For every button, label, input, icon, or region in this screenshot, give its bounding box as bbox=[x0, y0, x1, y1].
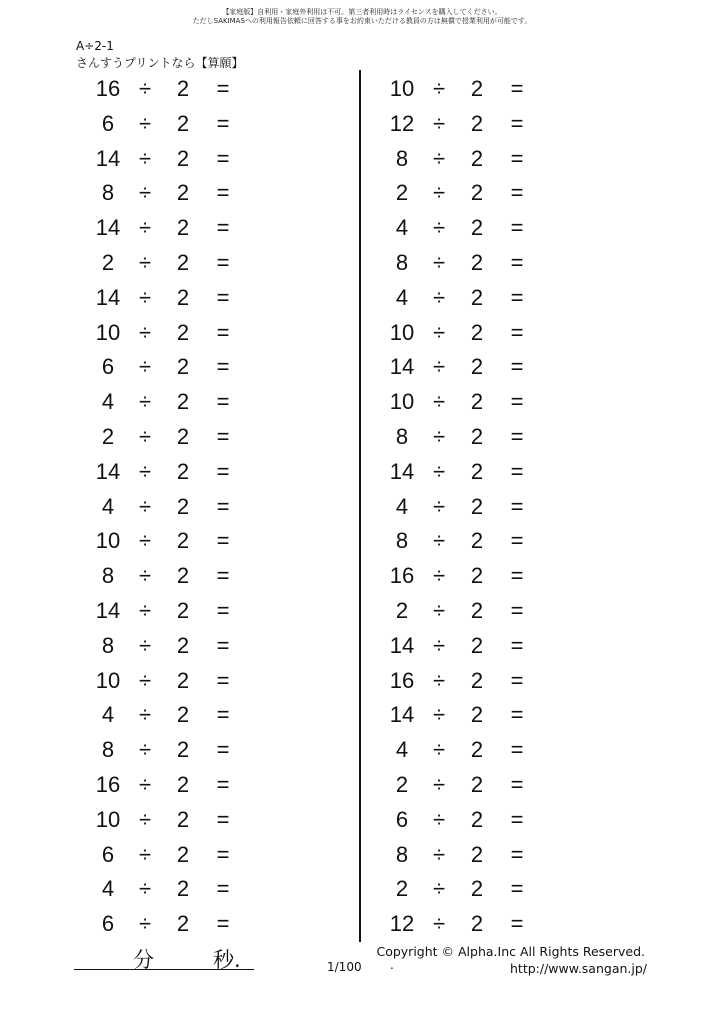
equals-sign: = bbox=[510, 76, 524, 101]
dividend: 14 bbox=[389, 354, 415, 380]
equals-sign: = bbox=[510, 528, 524, 554]
divisor: 2 bbox=[470, 249, 484, 275]
problem-row bbox=[92, 281, 242, 316]
problem-row bbox=[386, 420, 536, 455]
division-sign: ÷ bbox=[138, 354, 152, 380]
division-sign: ÷ bbox=[138, 110, 152, 136]
division-sign: ÷ bbox=[138, 667, 152, 693]
dividend: 4 bbox=[101, 876, 115, 902]
divisor: 2 bbox=[176, 563, 190, 589]
division-sign: ÷ bbox=[138, 806, 152, 832]
divisor: 2 bbox=[470, 771, 484, 797]
dividend: 8 bbox=[101, 563, 115, 589]
dividend: 16 bbox=[389, 667, 415, 693]
problem-row bbox=[92, 559, 242, 594]
division-sign: ÷ bbox=[138, 249, 152, 275]
divisor: 2 bbox=[176, 76, 190, 101]
division-sign: ÷ bbox=[432, 215, 446, 241]
problem-row bbox=[92, 733, 242, 768]
problem-row bbox=[386, 316, 536, 351]
equals-sign: = bbox=[510, 771, 524, 797]
divisor: 2 bbox=[470, 876, 484, 902]
equals-sign: = bbox=[216, 215, 230, 241]
division-sign: ÷ bbox=[138, 493, 152, 519]
problem-row bbox=[386, 559, 536, 594]
problem-row bbox=[386, 211, 536, 246]
divisor: 2 bbox=[470, 493, 484, 519]
equals-sign: = bbox=[216, 632, 230, 658]
problem-row bbox=[92, 316, 242, 351]
division-sign: ÷ bbox=[138, 597, 152, 623]
equals-sign: = bbox=[510, 806, 524, 832]
divisor: 2 bbox=[176, 284, 190, 310]
equals-sign: = bbox=[216, 354, 230, 380]
divisor: 2 bbox=[470, 632, 484, 658]
problem-row bbox=[92, 907, 242, 942]
dividend: 6 bbox=[101, 841, 115, 867]
equals-sign: = bbox=[510, 458, 524, 484]
equals-sign: = bbox=[216, 284, 230, 310]
equals-sign: = bbox=[510, 389, 524, 415]
problem-row bbox=[92, 142, 242, 177]
division-sign: ÷ bbox=[138, 423, 152, 449]
dividend: 10 bbox=[95, 806, 121, 832]
divisor: 2 bbox=[176, 145, 190, 171]
problem-row bbox=[92, 420, 242, 455]
problem-row bbox=[92, 838, 242, 873]
problem-row bbox=[386, 246, 536, 281]
dividend: 16 bbox=[389, 563, 415, 589]
dividend: 8 bbox=[395, 841, 409, 867]
divisor: 2 bbox=[176, 180, 190, 206]
problem-row bbox=[386, 385, 536, 420]
problem-row bbox=[386, 664, 536, 699]
problem-row bbox=[386, 733, 536, 768]
divisor: 2 bbox=[176, 423, 190, 449]
problem-row bbox=[386, 176, 536, 211]
equals-sign: = bbox=[216, 528, 230, 554]
divisor: 2 bbox=[176, 876, 190, 902]
dividend: 8 bbox=[395, 528, 409, 554]
divisor: 2 bbox=[470, 319, 484, 345]
division-sign: ÷ bbox=[138, 284, 152, 310]
dividend: 14 bbox=[95, 284, 121, 310]
problem-row bbox=[386, 768, 536, 803]
division-sign: ÷ bbox=[432, 76, 446, 101]
equals-sign: = bbox=[510, 284, 524, 310]
divisor: 2 bbox=[176, 841, 190, 867]
division-sign: ÷ bbox=[432, 911, 446, 937]
equals-sign: = bbox=[510, 249, 524, 275]
equals-sign: = bbox=[216, 110, 230, 136]
divisor: 2 bbox=[470, 597, 484, 623]
divisor: 2 bbox=[176, 911, 190, 937]
equals-sign: = bbox=[510, 423, 524, 449]
dividend: 2 bbox=[395, 597, 409, 623]
divisor: 2 bbox=[470, 841, 484, 867]
dividend: 4 bbox=[395, 493, 409, 519]
divisor: 2 bbox=[176, 458, 190, 484]
division-sign: ÷ bbox=[138, 876, 152, 902]
divisor: 2 bbox=[470, 284, 484, 310]
division-sign: ÷ bbox=[432, 667, 446, 693]
division-sign: ÷ bbox=[432, 249, 446, 275]
division-sign: ÷ bbox=[432, 145, 446, 171]
equals-sign: = bbox=[510, 702, 524, 728]
equals-sign: = bbox=[216, 667, 230, 693]
equals-sign: = bbox=[510, 737, 524, 763]
problem-row bbox=[92, 629, 242, 664]
division-sign: ÷ bbox=[138, 841, 152, 867]
problem-row bbox=[92, 211, 242, 246]
division-sign: ÷ bbox=[432, 110, 446, 136]
division-sign: ÷ bbox=[138, 911, 152, 937]
equals-sign: = bbox=[216, 319, 230, 345]
problem-row bbox=[92, 176, 242, 211]
division-sign: ÷ bbox=[138, 737, 152, 763]
dividend: 10 bbox=[389, 389, 415, 415]
problem-row bbox=[92, 350, 242, 385]
division-sign: ÷ bbox=[138, 771, 152, 797]
footer-dot: . bbox=[390, 958, 394, 972]
division-sign: ÷ bbox=[432, 563, 446, 589]
problem-row bbox=[92, 246, 242, 281]
division-sign: ÷ bbox=[432, 806, 446, 832]
division-sign: ÷ bbox=[138, 528, 152, 554]
dividend: 6 bbox=[101, 110, 115, 136]
division-sign: ÷ bbox=[432, 771, 446, 797]
divisor: 2 bbox=[470, 563, 484, 589]
dividend: 4 bbox=[395, 737, 409, 763]
equals-sign: = bbox=[510, 841, 524, 867]
equals-sign: = bbox=[510, 319, 524, 345]
dividend: 8 bbox=[101, 632, 115, 658]
equals-sign: = bbox=[216, 737, 230, 763]
problem-row bbox=[386, 142, 536, 177]
dividend: 4 bbox=[395, 215, 409, 241]
problem-row bbox=[92, 524, 242, 559]
problem-row bbox=[386, 907, 536, 942]
divisor: 2 bbox=[176, 632, 190, 658]
column-divider bbox=[359, 70, 361, 942]
divisor: 2 bbox=[176, 319, 190, 345]
dividend: 12 bbox=[389, 110, 415, 136]
divisor: 2 bbox=[470, 737, 484, 763]
equals-sign: = bbox=[216, 180, 230, 206]
equals-sign: = bbox=[510, 180, 524, 206]
division-sign: ÷ bbox=[432, 284, 446, 310]
problem-row bbox=[92, 107, 242, 142]
dividend: 12 bbox=[389, 911, 415, 937]
problem-row bbox=[92, 72, 242, 107]
problem-row bbox=[386, 524, 536, 559]
divisor: 2 bbox=[176, 667, 190, 693]
divisor: 2 bbox=[470, 528, 484, 554]
divisor: 2 bbox=[176, 702, 190, 728]
problem-row bbox=[92, 803, 242, 838]
equals-sign: = bbox=[216, 771, 230, 797]
divisor: 2 bbox=[470, 458, 484, 484]
dividend: 10 bbox=[95, 528, 121, 554]
division-sign: ÷ bbox=[432, 737, 446, 763]
division-sign: ÷ bbox=[138, 319, 152, 345]
divisor: 2 bbox=[470, 806, 484, 832]
division-sign: ÷ bbox=[138, 458, 152, 484]
divisor: 2 bbox=[470, 389, 484, 415]
problem-row bbox=[386, 629, 536, 664]
equals-sign: = bbox=[510, 667, 524, 693]
division-sign: ÷ bbox=[432, 458, 446, 484]
divisor: 2 bbox=[470, 667, 484, 693]
division-sign: ÷ bbox=[138, 702, 152, 728]
dividend: 2 bbox=[101, 423, 115, 449]
dividend: 14 bbox=[95, 597, 121, 623]
equals-sign: = bbox=[216, 389, 230, 415]
equals-sign: = bbox=[216, 458, 230, 484]
division-sign: ÷ bbox=[138, 563, 152, 589]
equals-sign: = bbox=[510, 145, 524, 171]
dividend: 4 bbox=[101, 389, 115, 415]
dividend: 2 bbox=[395, 876, 409, 902]
division-sign: ÷ bbox=[432, 389, 446, 415]
problem-row bbox=[92, 385, 242, 420]
problem-row bbox=[92, 698, 242, 733]
equals-sign: = bbox=[216, 76, 230, 101]
dividend: 10 bbox=[389, 76, 415, 101]
equals-sign: = bbox=[510, 876, 524, 902]
problem-row bbox=[386, 490, 536, 525]
dividend: 4 bbox=[101, 702, 115, 728]
problem-row bbox=[92, 490, 242, 525]
dividend: 2 bbox=[395, 180, 409, 206]
problem-row bbox=[386, 72, 536, 107]
divisor: 2 bbox=[176, 110, 190, 136]
divisor: 2 bbox=[470, 76, 484, 101]
problem-row bbox=[386, 281, 536, 316]
division-sign: ÷ bbox=[138, 145, 152, 171]
equals-sign: = bbox=[216, 806, 230, 832]
divisor: 2 bbox=[470, 423, 484, 449]
equals-sign: = bbox=[510, 632, 524, 658]
dividend: 14 bbox=[389, 632, 415, 658]
equals-sign: = bbox=[216, 597, 230, 623]
division-sign: ÷ bbox=[432, 180, 446, 206]
problem-row bbox=[386, 838, 536, 873]
divisor: 2 bbox=[176, 389, 190, 415]
dividend: 6 bbox=[101, 911, 115, 937]
dividend: 10 bbox=[95, 667, 121, 693]
divisor: 2 bbox=[176, 249, 190, 275]
dividend: 8 bbox=[395, 249, 409, 275]
division-sign: ÷ bbox=[432, 354, 446, 380]
problem-row bbox=[386, 698, 536, 733]
equals-sign: = bbox=[510, 563, 524, 589]
dividend: 8 bbox=[101, 737, 115, 763]
divisor: 2 bbox=[176, 737, 190, 763]
dividend: 10 bbox=[95, 319, 121, 345]
division-sign: ÷ bbox=[138, 215, 152, 241]
division-sign: ÷ bbox=[138, 180, 152, 206]
copyright: Copyright © Alpha.Inc All Rights Reserved. bbox=[376, 944, 645, 959]
dividend: 14 bbox=[95, 145, 121, 171]
equals-sign: = bbox=[510, 493, 524, 519]
equals-sign: = bbox=[216, 493, 230, 519]
equals-sign: = bbox=[510, 215, 524, 241]
problem-row bbox=[386, 803, 536, 838]
divisor: 2 bbox=[470, 354, 484, 380]
dividend: 14 bbox=[389, 702, 415, 728]
problem-row bbox=[92, 594, 242, 629]
sheet-id: A÷2-1 bbox=[76, 39, 114, 53]
dividend: 8 bbox=[101, 180, 115, 206]
minutes-label: 分 bbox=[133, 948, 154, 972]
divisor: 2 bbox=[470, 911, 484, 937]
equals-sign: = bbox=[216, 145, 230, 171]
equals-sign: = bbox=[510, 354, 524, 380]
license-notice-line-1: 【家庭版】自利用・家庭外利用は不可。第三者利用時はライセンスを購入してください。 bbox=[222, 8, 502, 16]
division-sign: ÷ bbox=[432, 493, 446, 519]
division-sign: ÷ bbox=[432, 319, 446, 345]
problem-row bbox=[92, 768, 242, 803]
divisor: 2 bbox=[470, 110, 484, 136]
dividend: 14 bbox=[389, 458, 415, 484]
dividend: 8 bbox=[395, 145, 409, 171]
equals-sign: = bbox=[216, 423, 230, 449]
dividend: 16 bbox=[95, 771, 121, 797]
dividend: 4 bbox=[101, 493, 115, 519]
division-sign: ÷ bbox=[432, 702, 446, 728]
sheet-title: さんすうプリントなら【算願】 bbox=[76, 56, 244, 70]
problem-row bbox=[386, 594, 536, 629]
dividend: 8 bbox=[395, 423, 409, 449]
division-sign: ÷ bbox=[432, 632, 446, 658]
problem-row bbox=[386, 107, 536, 142]
division-sign: ÷ bbox=[138, 76, 152, 101]
division-sign: ÷ bbox=[432, 423, 446, 449]
equals-sign: = bbox=[510, 110, 524, 136]
divisor: 2 bbox=[176, 215, 190, 241]
dividend: 2 bbox=[395, 771, 409, 797]
problem-row bbox=[386, 455, 536, 490]
equals-sign: = bbox=[510, 597, 524, 623]
divisor: 2 bbox=[176, 528, 190, 554]
division-sign: ÷ bbox=[432, 876, 446, 902]
divisor: 2 bbox=[470, 215, 484, 241]
equals-sign: = bbox=[216, 563, 230, 589]
division-sign: ÷ bbox=[138, 389, 152, 415]
problem-row bbox=[92, 664, 242, 699]
dividend: 4 bbox=[395, 284, 409, 310]
divisor: 2 bbox=[176, 806, 190, 832]
problem-row bbox=[92, 872, 242, 907]
dividend: 6 bbox=[101, 354, 115, 380]
dividend: 16 bbox=[95, 76, 121, 101]
problem-row bbox=[386, 350, 536, 385]
dividend: 2 bbox=[101, 249, 115, 275]
divisor: 2 bbox=[176, 597, 190, 623]
equals-sign: = bbox=[216, 841, 230, 867]
dividend: 6 bbox=[395, 806, 409, 832]
page-number: 1/100 bbox=[327, 960, 362, 974]
dividend: 14 bbox=[95, 458, 121, 484]
dividend: 10 bbox=[389, 319, 415, 345]
problem-column-right bbox=[386, 72, 536, 942]
problem-column-left bbox=[92, 72, 242, 942]
divisor: 2 bbox=[176, 493, 190, 519]
equals-sign: = bbox=[216, 876, 230, 902]
division-sign: ÷ bbox=[432, 597, 446, 623]
dividend: 14 bbox=[95, 215, 121, 241]
divisor: 2 bbox=[176, 354, 190, 380]
division-sign: ÷ bbox=[138, 632, 152, 658]
divisor: 2 bbox=[470, 702, 484, 728]
license-notice-line-2: ただしSAKIMASへの利用報告依頼に回答する事をお約束いただける教員の方は無償で授業利用が可能です。 bbox=[192, 17, 532, 25]
site-url: http://www.sangan.jp/ bbox=[510, 961, 647, 976]
problem-row bbox=[386, 872, 536, 907]
equals-sign: = bbox=[216, 911, 230, 937]
divisor: 2 bbox=[470, 145, 484, 171]
division-sign: ÷ bbox=[432, 528, 446, 554]
equals-sign: = bbox=[510, 911, 524, 937]
equals-sign: = bbox=[216, 249, 230, 275]
equals-sign: = bbox=[216, 702, 230, 728]
divisor: 2 bbox=[176, 771, 190, 797]
problem-row bbox=[92, 455, 242, 490]
seconds-label: 秒. bbox=[213, 948, 241, 972]
division-sign: ÷ bbox=[432, 841, 446, 867]
divisor: 2 bbox=[470, 180, 484, 206]
